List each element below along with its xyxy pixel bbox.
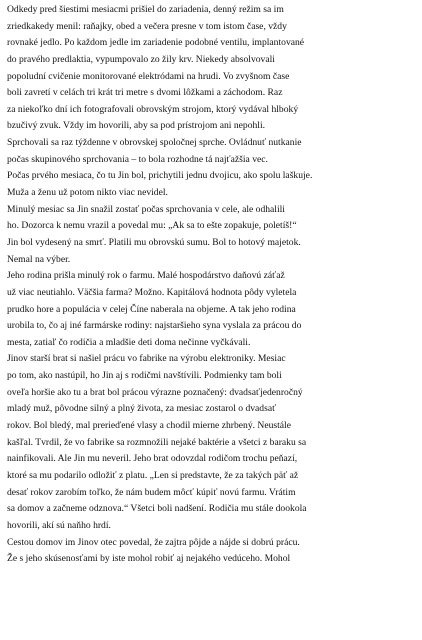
text-line: zriedkakedy menil: raňajky, obed a večera presne v tom istom čase, vždy [7,20,287,32]
text-line: ho. Dozorca k nemu vrazil a povedal mu: „Ak sa to ešte zopakuje, poletíš!“ [7,220,297,232]
text-line: oveľa horšie ako tu a brat bol prácou výrazne poznačený: dvadsaťjedenročný [7,386,303,398]
text-line: prudko hore a populácia v celej Číne naberala na objeme. A tak jeho rodina [7,303,296,315]
text-line: urobila to, čo aj iné farmárske rodiny: najstaršieho syna vyslala za prácou do [7,320,302,332]
text-line: Nemal na výber. [7,253,71,265]
text-line: rovnaké jedlo. Po každom jedle im zariadenie podobné ventilu, implantované [7,37,305,49]
text-line: sa domov a začneme odznova.“ Všetci boli nadšení. Rodičia mu stále dookola [7,503,307,515]
text-line: mesta, zatiaľ čo rodičia a mladšie deti doma nečinne vyčkávali. [7,336,251,348]
text-line: nainfikovali. Ale Jin mu neveril. Jeho brat odovzdal rodičom trochu peňazí, [7,453,298,465]
text-line: už viac neutiahlo. Väčšia farma? Možno. Kapitálová hodnota pôdy vyletela [7,286,297,298]
text-line: Cestou domov im Jinov otec povedal, že zajtra pôjde a nájde si dobrú prácu. [7,536,300,548]
document-page [7,2,417,568]
text-line: Sprchovali sa raz týždenne v obrovskej spoločnej sprche. Ovládnuť nutkanie [7,137,302,149]
text-line: Odkedy pred šiestimi mesiacmi prišiel do zariadenia, denný režim sa im [7,4,284,15]
text-line: ktoré sa mu podarilo odložiť z platu. „Len si predstavte, že za takých päť až [7,469,299,481]
text-line: Minulý mesiac sa Jin snažil zostať počas sprchovania v cele, ale odhalili [7,203,285,215]
text-line: do pravého predlaktia, vypumpovalo zo žily krv. Niekedy absolvovali [7,53,275,65]
text-line: desať rokov zarobím toľko, že nám budem môcť kúpiť novú farmu. Vrátim [7,486,296,498]
text-line: mladý muž, pôvodne silný a plný života, za mesiac zostarol o dvadsať [7,403,277,415]
text-line: Počas prvého mesiaca, čo tu Jin bol, prichytili jednu dvojicu, ako spolu laškuje. [7,170,313,182]
text-line: kašľal. Tvrdil, že vo fabrike sa rozmnožili nejaké baktérie a všetci z baraku sa [7,436,307,448]
text-line: popoludní cvičenie monitorované elektródami na hrudi. Vo zvyšnom čase [7,70,290,82]
text-line: hovorili, akí sú naňho hrdí. [7,519,111,531]
text-line: boli zavretí v celách tri krát tri metre s dvomi lôžkami a záchodom. Raz [7,87,283,99]
text-line: Jin bol vydesený na smrť. Platili mu obrovskú sumu. Bol to hotový majetok. [7,236,301,248]
text-line: počas skupinového sprchovania – to bola rozhodne tá najťažšia vec. [7,153,268,165]
text-line: za niekoľko dní ich fotografovali obrovským strojom, ktorý vydával hlboký [7,103,299,115]
text-line: Jinov starší brat si našiel prácu vo fabrike na výrobu elektroniky. Mesiac [7,353,286,365]
text-line: bzučivý zvuk. Vždy im hovorili, aby sa pod prístrojom ani nepohli. [7,120,266,132]
text-line: Jeho rodina prišla minulý rok o farmu. Malé hospodárstvo daňovú záťaž [7,270,285,282]
text-line: po tom, ako nastúpil, ho Jin aj s rodičmi navštívili. Podmienky tam boli [7,370,282,382]
text-line: Že s jeho skúsenosťami by iste mohol robiť aj nejakého vedúceho. Mohol [7,553,291,565]
text-line: Muža a ženu už potom nikto viac nevidel. [7,187,168,199]
text-line: rokov. Bol bledý, mal prerieďené vlasy a chodil mierne zhrbený. Neustále [7,420,291,432]
